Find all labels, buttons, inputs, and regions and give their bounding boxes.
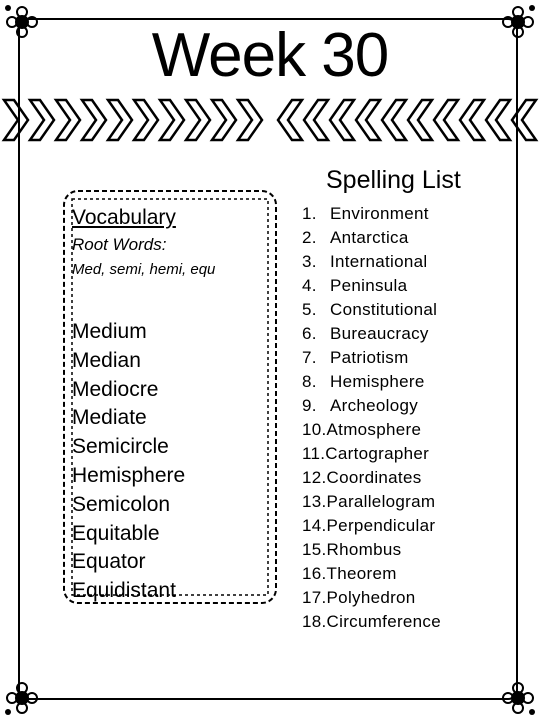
vocabulary-word: Mediocre xyxy=(72,377,159,401)
chevron-arrow-icon xyxy=(108,100,132,140)
chevron-arrow-icon xyxy=(382,100,406,140)
item-number: 11. xyxy=(302,444,326,463)
vocabulary-word: Medium xyxy=(72,320,147,343)
spelling-word: Polyhedron xyxy=(326,588,416,607)
spelling-word: Peninsula xyxy=(330,276,408,295)
list-item xyxy=(302,274,441,298)
chevron-divider xyxy=(0,94,540,146)
list-item xyxy=(302,250,441,274)
list-item xyxy=(302,370,441,394)
item-number: 9. xyxy=(302,396,317,415)
list-item xyxy=(302,346,441,370)
list-item xyxy=(302,418,441,442)
spelling-word: Environment xyxy=(330,204,429,223)
spelling-word: Patriotism xyxy=(330,348,409,367)
vocabulary-word: Median xyxy=(72,348,141,372)
spelling-word: International xyxy=(330,252,428,271)
item-number: 13. xyxy=(302,492,327,511)
vocabulary-heading: Vocabulary xyxy=(72,206,176,229)
chevron-arrow-icon xyxy=(408,100,432,140)
item-number: 15. xyxy=(302,540,327,559)
item-number: 4. xyxy=(302,276,317,295)
chevron-arrow-icon xyxy=(330,100,354,140)
list-item xyxy=(302,538,441,562)
list-item xyxy=(302,514,441,538)
item-number: 18. xyxy=(302,612,327,631)
spelling-list xyxy=(302,202,441,634)
vocabulary-panel xyxy=(72,204,272,606)
chevron-arrow-icon xyxy=(486,100,510,140)
spelling-word: Rhombus xyxy=(326,540,402,559)
chevron-arrow-icon xyxy=(356,100,380,140)
vocabulary-word: Equitable xyxy=(72,521,160,545)
list-item xyxy=(302,226,441,250)
spelling-word: Bureaucracy xyxy=(330,324,429,343)
vocabulary-word: Semicircle xyxy=(72,435,169,459)
item-number: 5. xyxy=(302,300,317,319)
chevron-arrow-icon xyxy=(4,100,28,140)
chevron-arrow-icon xyxy=(160,100,184,140)
list-item xyxy=(302,562,441,586)
item-number: 1. xyxy=(302,204,317,223)
item-number: 7. xyxy=(302,348,317,367)
item-number: 10. xyxy=(302,420,327,439)
chevron-arrow-icon xyxy=(82,100,106,140)
spelling-word: Hemisphere xyxy=(330,372,425,391)
spelling-word: Coordinates xyxy=(326,468,422,487)
list-item xyxy=(302,298,441,322)
spelling-word: Antarctica xyxy=(330,228,409,247)
vocabulary-word: Mediate xyxy=(72,406,147,430)
list-item xyxy=(302,466,441,490)
spelling-word: Cartographer xyxy=(325,444,430,463)
list-item xyxy=(302,586,441,610)
chevron-arrow-icon xyxy=(186,100,210,140)
flower-doodle-icon xyxy=(496,676,540,720)
vocabulary-word: Semicolon xyxy=(72,492,171,516)
chevron-arrow-icon xyxy=(304,100,328,140)
list-item xyxy=(302,442,441,466)
root-words-label: Root Words: xyxy=(72,235,167,254)
vocabulary-words xyxy=(72,318,272,606)
root-words-list: Med, semi, hemi, equ xyxy=(72,261,216,278)
item-number: 12. xyxy=(302,468,327,487)
list-item xyxy=(302,610,441,634)
item-number: 3. xyxy=(302,252,317,271)
spelling-word: Parallelogram xyxy=(326,492,436,511)
spelling-word: Archeology xyxy=(330,396,419,415)
chevron-arrow-icon xyxy=(278,100,302,140)
list-item xyxy=(302,394,441,418)
chevron-arrow-icon xyxy=(238,100,262,140)
list-item xyxy=(302,202,441,226)
item-number: 16. xyxy=(302,564,327,583)
spelling-word: Constitutional xyxy=(330,300,438,319)
chevron-arrow-icon xyxy=(460,100,484,140)
chevron-arrow-icon xyxy=(30,100,54,140)
vocabulary-word: Hemisphere xyxy=(72,463,186,487)
vocabulary-word: Equidistant xyxy=(72,579,176,603)
item-number: 14. xyxy=(302,516,327,535)
item-number: 6. xyxy=(302,324,317,343)
item-number: 17. xyxy=(302,588,327,607)
chevron-arrow-icon xyxy=(212,100,236,140)
item-number: 2. xyxy=(302,228,317,247)
flower-doodle-icon xyxy=(0,676,44,720)
item-number: 8. xyxy=(302,372,317,391)
spelling-word: Circumference xyxy=(326,612,441,631)
spelling-list-heading: Spelling List xyxy=(326,166,461,194)
spelling-word: Theorem xyxy=(326,564,397,583)
chevron-arrow-icon xyxy=(56,100,80,140)
list-item xyxy=(302,322,441,346)
spelling-word: Atmosphere xyxy=(326,420,422,439)
vocabulary-word: Equator xyxy=(72,550,146,574)
list-item xyxy=(302,490,441,514)
chevron-arrow-icon xyxy=(134,100,158,140)
spelling-word: Perpendicular xyxy=(326,516,436,535)
page-title: Week 30 xyxy=(151,21,389,90)
chevron-arrow-icon xyxy=(434,100,458,140)
chevron-arrow-icon xyxy=(512,100,536,140)
